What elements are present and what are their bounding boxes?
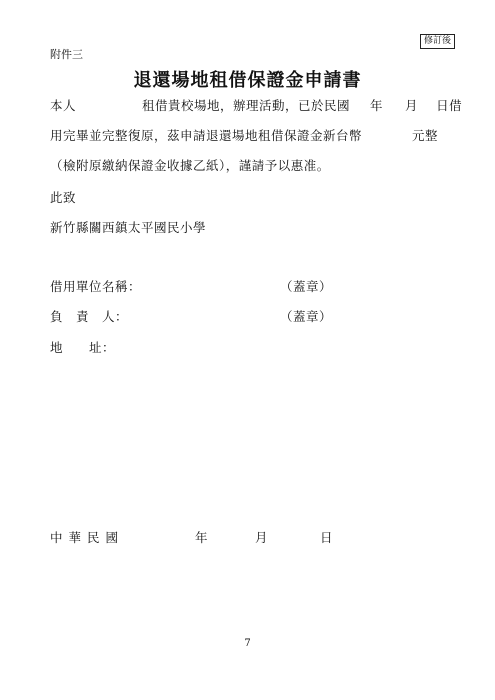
address-label: 地 址：: [50, 340, 116, 355]
page-number: 7: [244, 638, 251, 649]
body-text: 本人: [50, 98, 77, 113]
date-year-label: 年: [195, 530, 208, 545]
body-text: 用完畢並完整復原，茲申請退還場地租借保證金新台幣: [50, 128, 363, 143]
unit-name-label: 借用單位名稱：: [50, 279, 142, 294]
salutation: 此致: [50, 190, 77, 205]
body-text: 年: [370, 98, 384, 113]
page-title: 退還場地租借保證金申請書: [133, 70, 362, 91]
responsible-person-label: 負 責 人：: [50, 309, 129, 324]
responsible-seal-label: （蓋章）: [280, 309, 333, 324]
body-line-1: [50, 96, 462, 114]
recipient: 新竹縣關西鎮太平國民小學: [50, 220, 207, 235]
body-line-2: [50, 126, 438, 144]
date-era: 中華民國: [50, 530, 125, 545]
date-day-label: 日: [320, 530, 333, 545]
body-line-3: （檢附原繳納保證金收據乙紙），謹請予以惠准。: [50, 158, 330, 173]
body-text: 元整: [412, 128, 439, 143]
body-text: 租借貴校場地，辦理活動，已於民國: [142, 98, 351, 113]
body-text: 日借: [436, 98, 463, 113]
attachment-label: 附件三: [50, 48, 83, 61]
revised-tag: 修訂後: [420, 34, 455, 49]
unit-seal-label: （蓋章）: [280, 279, 333, 294]
date-month-label: 月: [255, 530, 268, 545]
body-text: 月: [405, 98, 419, 113]
